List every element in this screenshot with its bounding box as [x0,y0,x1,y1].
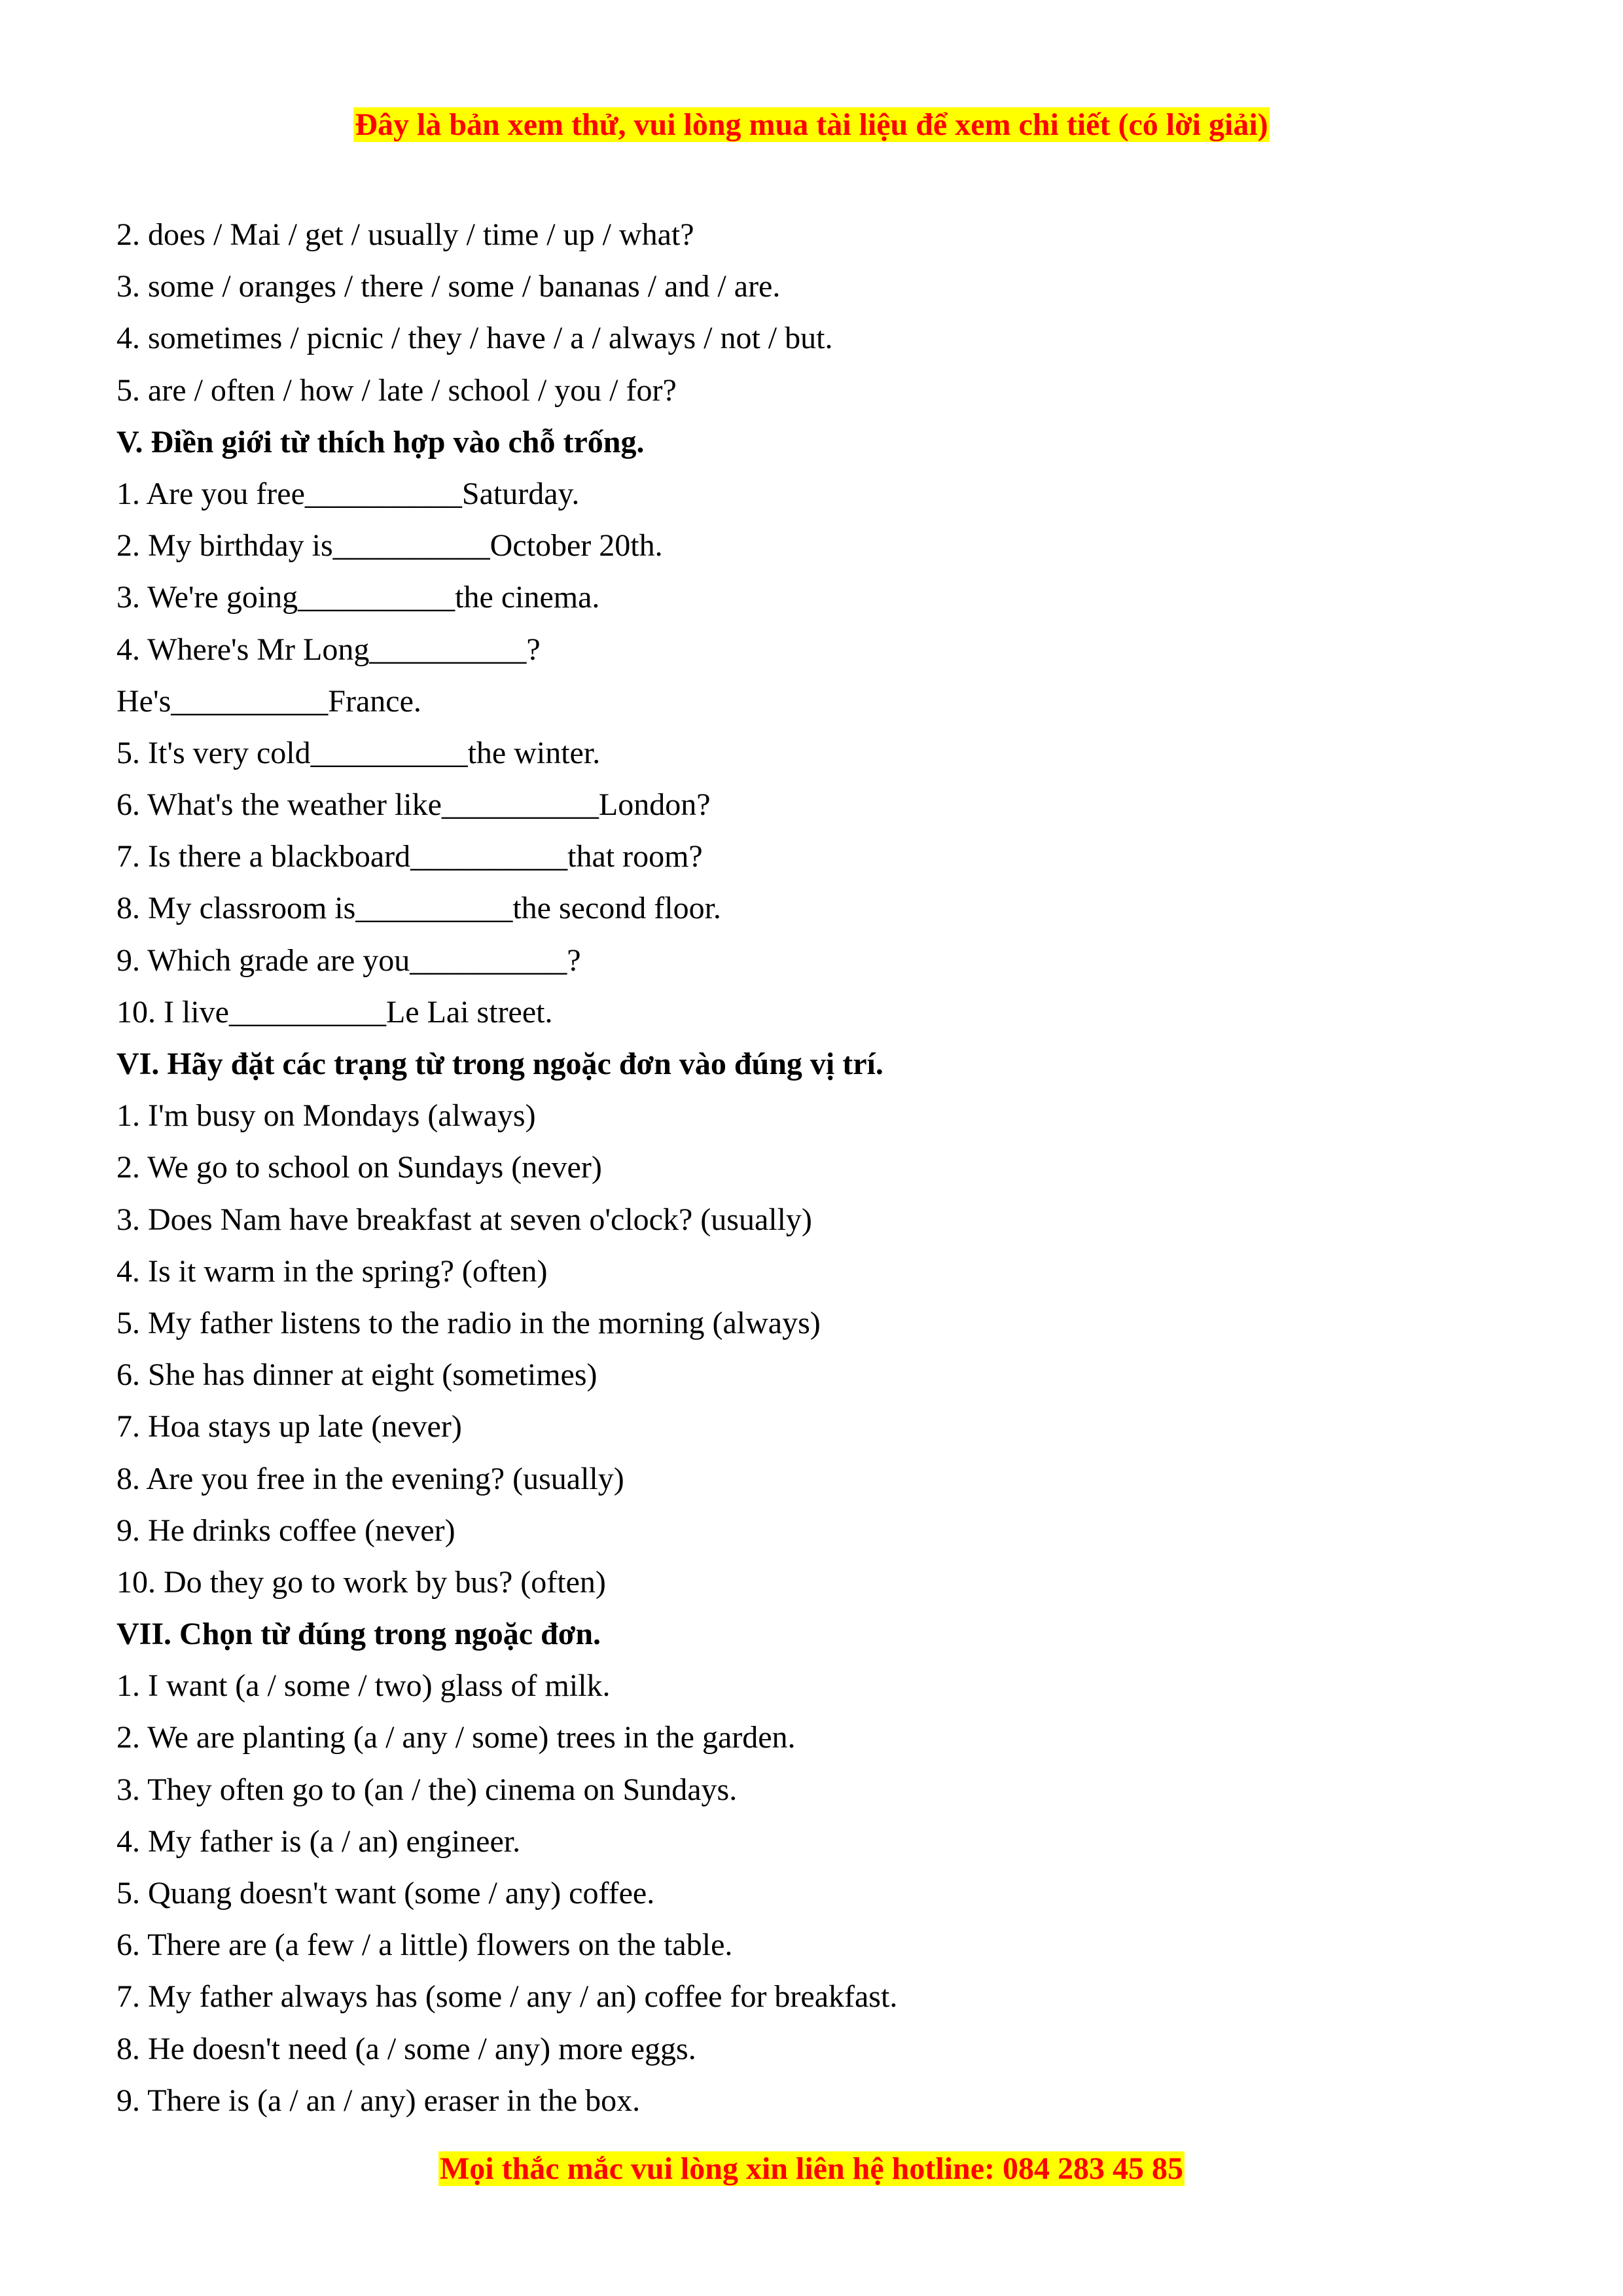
preview-notice-text: Đây là bản xem thử, vui lòng mua tài liệu để xem chi tiết (có lời giải) [355,107,1268,142]
exercise-item: 4. sometimes / picnic / they / have / a / always / not / but. [116,321,833,356]
section-heading: VI. Hãy đặt các trạng từ trong ngoặc đơn vào đúng vị trí. [116,1047,883,1081]
exercise-item: 5. It's very cold__________the winter. [116,735,601,770]
exercise-item: 3. Does Nam have breakfast at seven o'clock? (usually) [116,1202,812,1237]
exercise-item: 7. My father always has (some / any / an) coffee for breakfast. [116,1979,898,2015]
section-heading: VII. Chọn từ đúng trong ngoặc đơn. [116,1617,601,1652]
worksheet-content [116,209,1517,2126]
exercise-item: 5. are / often / how / late / school / you / for? [116,372,677,408]
exercise-item: 1. Are you free__________Saturday. [116,476,580,511]
exercise-item: 9. Which grade are you__________? [116,942,581,978]
exercise-item: 2. does / Mai / get / usually / time / up / what? [116,217,694,252]
exercise-item: 6. She has dinner at eight (sometimes) [116,1357,597,1393]
hotline-notice-text: Mọi thắc mắc vui lòng xin liên hệ hotline: 084 283 45 85 [439,2151,1183,2186]
exercise-item: 2. My birthday is__________October 20th. [116,528,663,564]
exercise-item: 3. some / oranges / there / some / bananas / and / are. [116,269,781,304]
exercise-item: 2. We are planting (a / any / some) trees in the garden. [116,1720,796,1755]
exercise-item: 4. My father is (a / an) engineer. [116,1823,521,1859]
exercise-item: 4. Is it warm in the spring? (often) [116,1253,548,1289]
preview-notice-banner [0,106,1623,144]
exercise-item: He's__________France. [116,683,421,719]
exercise-item: 8. Are you free in the evening? (usually) [116,1461,624,1496]
exercise-item: 9. There is (a / an / any) eraser in the box. [116,2083,641,2118]
exercise-item: 3. They often go to (an / the) cinema on Sundays. [116,1772,738,1807]
exercise-item: 6. There are (a few / a little) flowers on the table. [116,1928,733,1963]
hotline-notice-banner [0,2150,1623,2188]
exercise-item: 5. Quang doesn't want (some / any) coffee. [116,1876,655,1910]
exercise-item: 7. Is there a blackboard__________that room? [116,839,703,874]
exercise-item: 3. We're going__________the cinema. [116,580,600,615]
exercise-item: 2. We go to school on Sundays (never) [116,1150,602,1185]
exercise-item: 10. I live__________Le Lai street. [116,994,553,1030]
exercise-item: 9. He drinks coffee (never) [116,1513,455,1548]
exercise-item: 8. He doesn't need (a / some / any) more eggs. [116,2031,696,2066]
exercise-item: 10. Do they go to work by bus? (often) [116,1564,606,1600]
exercise-item: 7. Hoa stays up late (never) [116,1409,462,1444]
exercise-item: 6. What's the weather like__________London? [116,787,711,823]
exercise-item: 1. I want (a / some / two) glass of milk. [116,1668,611,1704]
exercise-item: 5. My father listens to the radio in the morning (always) [116,1305,821,1340]
exercise-item: 8. My classroom is__________the second floor. [116,891,721,926]
exercise-item: 4. Where's Mr Long__________? [116,632,541,667]
exercise-item: 1. I'm busy on Mondays (always) [116,1098,536,1134]
section-heading: V. Điền giới từ thích hợp vào chỗ trống. [116,424,645,459]
